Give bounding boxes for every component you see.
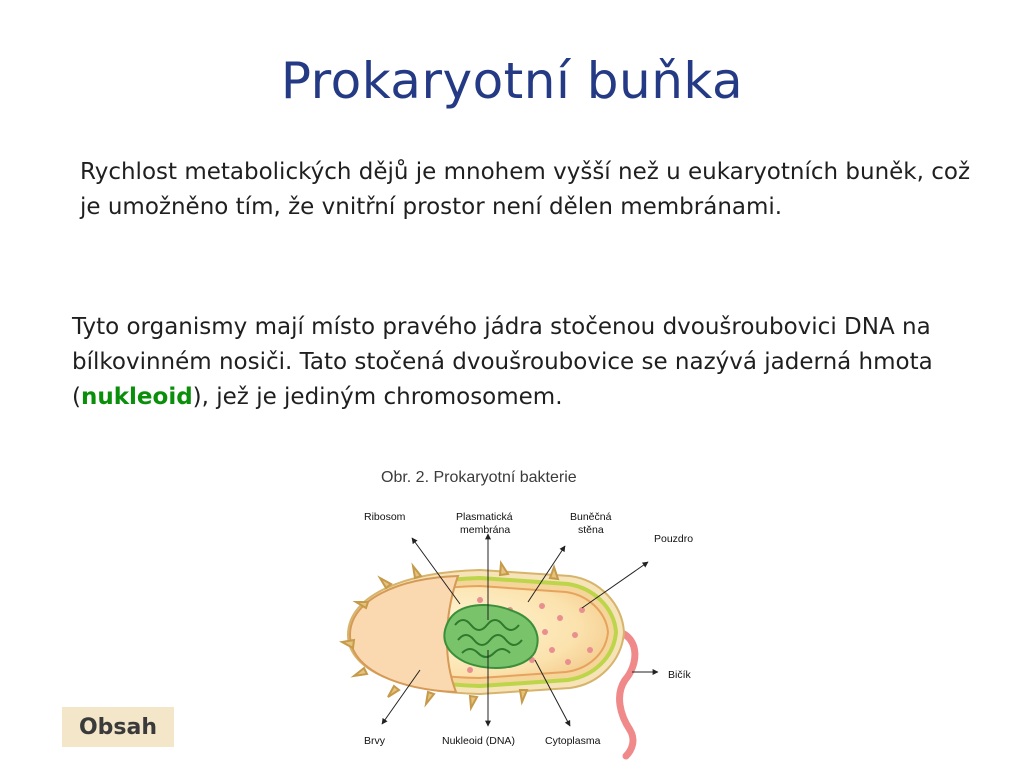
- nukleoid-highlight: nukleoid: [80, 384, 193, 410]
- paragraph-nucleoid-end: ), jež je jediným chromosomem.: [192, 384, 563, 410]
- label-wall-1: Buněčná: [570, 511, 612, 523]
- label-wall-2: stěna: [578, 524, 604, 536]
- label-brvy: Brvy: [364, 735, 385, 747]
- flagellum: [620, 632, 635, 756]
- label-ribosom: Ribosom: [364, 511, 406, 523]
- label-plasma-2: membrána: [460, 524, 511, 536]
- obsah-button[interactable]: Obsah: [62, 707, 174, 747]
- paragraph-nucleoid: [72, 310, 1002, 415]
- figure-caption: Obr. 2. Prokaryotní bakterie: [381, 469, 577, 486]
- label-cytoplasma: Cytoplasma: [545, 735, 601, 747]
- paragraph-nucleoid-start: Tyto organismy mají místo pravého jádra stočenou dvoušroubovici DNA na bílkovinném nosiči. Tato stočená dvoušroubovice se nazývá jaderná hmota (: [72, 314, 933, 410]
- label-nukleoid: Nukleoid (DNA): [442, 735, 515, 747]
- bacterium-figure: [320, 500, 720, 760]
- label-bicik: Bičík: [668, 669, 691, 681]
- label-plasma-1: Plasmatická: [456, 511, 513, 523]
- label-pouzdro: Pouzdro: [654, 533, 694, 545]
- bacterium-diagram: [320, 500, 720, 760]
- page-title: Prokaryotní buňka: [280, 52, 744, 110]
- paragraph-metabolism: Rychlost metabolických dějů je mnohem vyšší než u eukaryotních buněk, což je umožněno tím, že vnitřní prostor není dělen membránami.: [80, 159, 971, 220]
